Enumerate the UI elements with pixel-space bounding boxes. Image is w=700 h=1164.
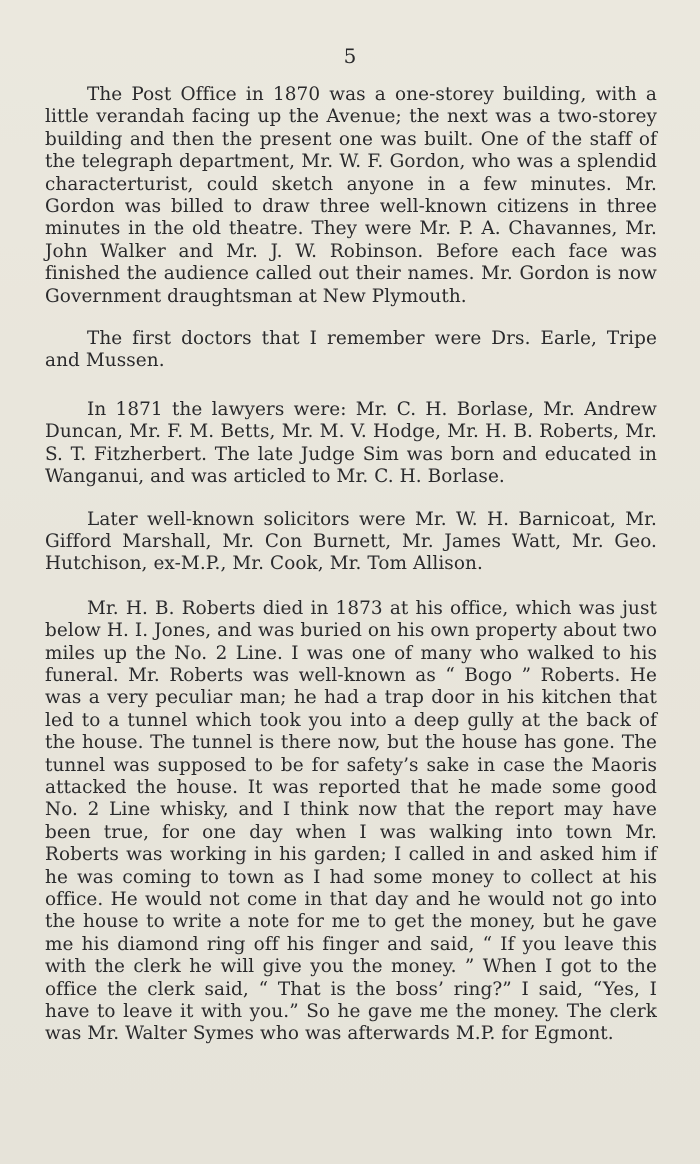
paragraph-post-office: The Post Office in 1870 was a one-storey building, with a little verandah facing up the Avenue; the next was a two-storey building and then the present one was built. One of the staff of the telegraph department, Mr. W. F. Gordon, who was a splendid characterturist, could sketch anyone in a few minutes. Mr. Gordon was billed to draw three well-known citizens in three minutes in the old theatre. They were Mr. P. A. Chavannes, Mr. John Walker and Mr. J. W. Robinson. Before each face was finished the audience called out their names. Mr. Gordon is now Government draughtsman at New Plymouth. [45, 84, 657, 307]
page-number: 5 [343, 44, 357, 68]
paragraph-lawyers: In 1871 the lawyers were: Mr. C. H. Borlase, Mr. Andrew Duncan, Mr. F. M. Betts, Mr. M. V. Hodge, Mr. H. B. Roberts, Mr. S. T. Fitzherbert. The late Judge Sim was born and educated in Wanganui, and was articled to Mr. C. H. Borlase. [45, 398, 657, 488]
body-text [45, 84, 657, 1068]
paragraph-doctors: The first doctors that I remember were Drs. Earle, Tripe and Mussen. [45, 328, 657, 372]
paragraph-roberts: Mr. H. B. Roberts died in 1873 at his office, which was just below H. I. Jones, and was buried on his own property about two miles up the No. 2 Line. I was one of many who walked to his funeral. Mr. Roberts was well-known as “ Bogo ” Roberts. He was a very peculiar man; he had a trap door in his kitchen that led to a tunnel which took you into a deep gully at the back of the house. The tunnel is there now, but the house has gone. The tunnel was supposed to be for safety’s sake in case the Maoris attacked the house. It was reported that he made some good No. 2 Line whisky, and I think now that the report may have been true, for one day when I was walking into town Mr. Roberts was working in his garden; I called in and asked him if he was coming to town as I had some money to collect at his office. He would not come in that day and he would not go into the house to write a note for me to get the money, but he gave me his diamond ring off his finger and said, “ If you leave this with the clerk he will give you the money. ” When I got to the office the clerk said, “ That is the boss’ ring?” I said, “Yes, I have to leave it with you.” So he gave me the money. The clerk was Mr. Walter Symes who was afterwards M.P. for Egmont. [45, 597, 657, 1045]
paragraph-solicitors: Later well-known solicitors were Mr. W. H. Barnicoat, Mr. Gifford Marshall, Mr. Con Burnett, Mr. James Watt, Mr. Geo. Hutchison, ex-M.P., Mr. Cook, Mr. Tom Allison. [45, 508, 657, 575]
